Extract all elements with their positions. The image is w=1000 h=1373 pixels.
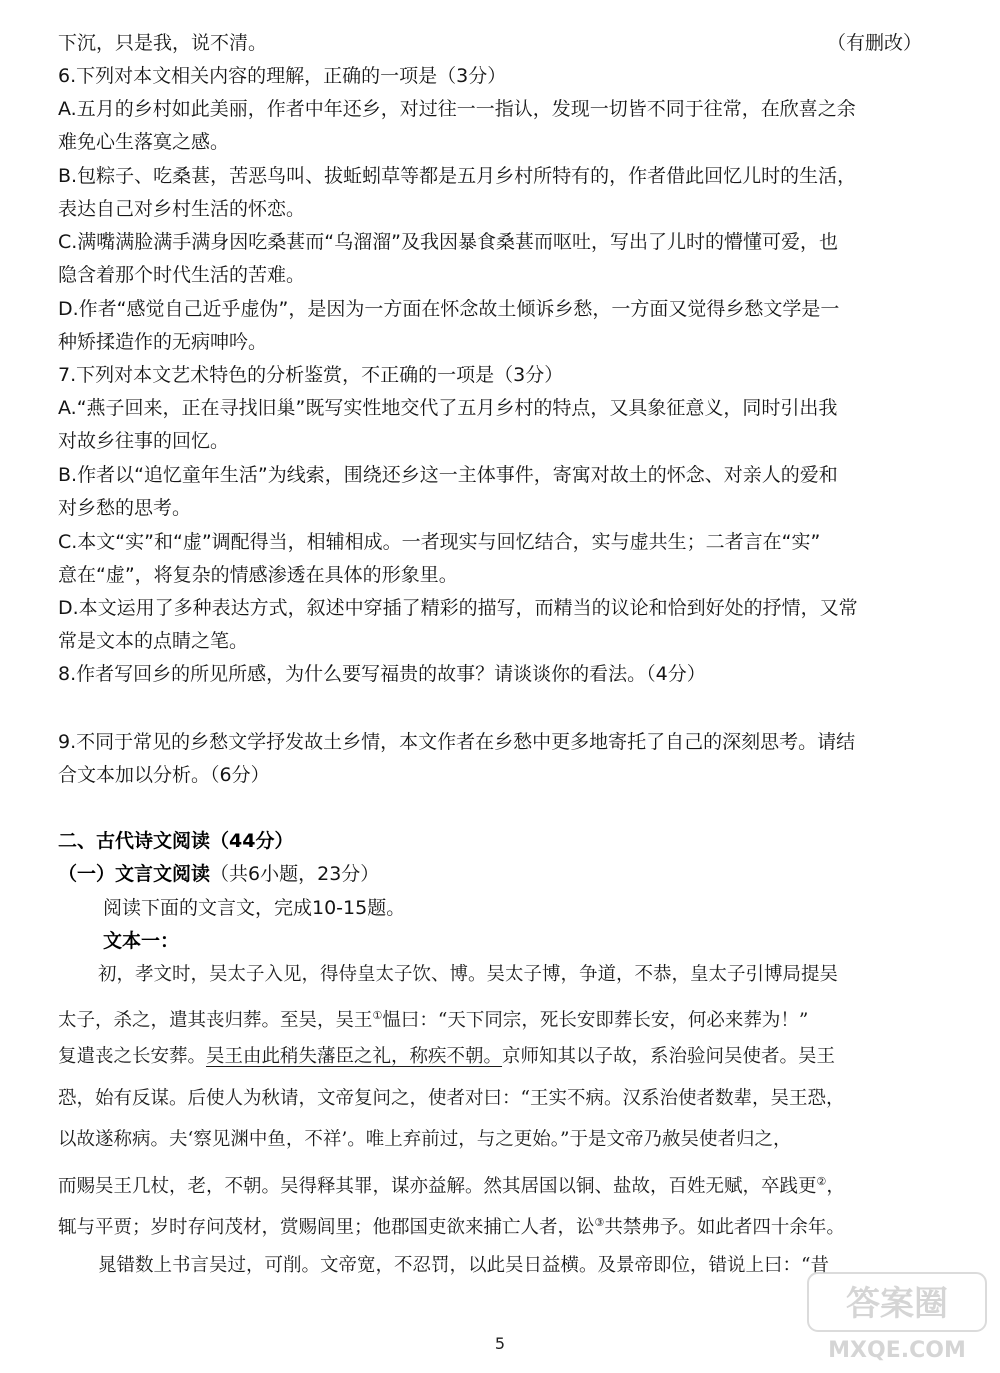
- watermark-top-text: 答案圈: [846, 1284, 948, 1324]
- q7-option-c: C.本文“实”和“虚”调配得当，相辅相成。一者现实与回忆结合，实与虚共生；二者言在“实”: [58, 531, 821, 553]
- instruction: 阅读下面的文言文，完成10-15题。: [103, 897, 406, 919]
- page-number: 5: [494, 1334, 506, 1353]
- watermark-bottom-text: MXQE.COM: [828, 1338, 966, 1363]
- q6-option-c: C.满嘴满脸满手满身因吃桑葚而“乌溜溜”及我因暴食桑葚而呕吐，写出了儿时的懵懂可爱，也: [58, 231, 838, 253]
- classical-fragment: 辄与平贾；岁时存问茂材，赏赐闾里；他郡国吏欲来捕亡人者，讼: [58, 1217, 595, 1239]
- classical-line: 以故遂称病。夫‘察见渊中鱼，不祥’。唯上弃前过，与之更始。”于是文帝乃赦吴使者归之，: [58, 1129, 792, 1150]
- watermark-logo: [806, 1269, 988, 1365]
- classical-fragment: ，: [826, 1176, 845, 1198]
- q6-option-b: B.包粽子、吃桑葚，苦恶鸟叫、拔蚯蚓草等都是五月乡村所特有的，作者借此回忆儿时的生活，: [58, 165, 857, 187]
- q6-option-d-cont: 种矫揉造作的无病呻吟。: [58, 331, 268, 353]
- text-label: 文本一：: [103, 930, 180, 952]
- footnote-marker: ①: [372, 1009, 383, 1022]
- section-heading: 二、古代诗文阅读（44分）: [58, 830, 294, 852]
- q7-option-b: B.作者以“追忆童年生活”为线索，围绕还乡这一主体事件，寄寓对故土的怀念、对亲人的爱和: [58, 464, 838, 486]
- classical-line: 初，孝文时，吴太子入见，得侍皇太子饮、博。吴太子博，争道，不恭，皇太子引博局提吴: [98, 964, 839, 985]
- q7-option-c-cont: 意在“虚”，将复杂的情感渗透在具体的形象里。: [58, 564, 458, 586]
- classical-line: [58, 1004, 808, 1033]
- q6-option-d: D.作者“感觉自己近乎虚伪”，是因为一方面在怀念故土倾诉乡愁，一方面又觉得乡愁文学是一: [58, 298, 840, 320]
- q6-option-b-cont: 表达自己对乡村生活的怀恋。: [58, 198, 306, 220]
- classical-fragment: 愠曰：“天下同宗，死长安即葬长安，何必来葬为！”: [382, 1010, 809, 1032]
- classical-line: [58, 1170, 845, 1199]
- q7-option-a-cont: 对故乡往事的回忆。: [58, 430, 230, 452]
- subsection-meta: （共6小题，23分）: [210, 863, 380, 885]
- q6-option-a-cont: 难免心生落寞之感。: [58, 131, 230, 153]
- q6-option-c-cont: 隐含着那个时代生活的苦难。: [58, 264, 306, 286]
- question-9-cont: 合文本加以分析。（6分）: [58, 764, 270, 786]
- classical-line: [58, 1045, 835, 1069]
- footnote-marker: ②: [816, 1175, 827, 1188]
- subsection-title: （一）文言文阅读: [58, 863, 211, 885]
- source-note: （有删改）: [826, 32, 922, 54]
- question-7: 7.下列对本文艺术特色的分析鉴赏，不正确的一项是（3分）: [58, 364, 564, 386]
- underlined-sentence: 吴王由此稍失藩臣之礼，称疾不朝。: [206, 1046, 503, 1067]
- classical-fragment: 而赐吴王几杖，老，不朝。吴得释其罪，谋亦益解。然其居国以铜、盐故，百姓无赋，卒践更: [58, 1176, 817, 1198]
- classical-line: 晁错数上书言吴过，可削。文帝宽，不忍罚，以此吴日益横。及景帝即位，错说上曰：“昔: [98, 1255, 829, 1276]
- footnote-marker: ③: [594, 1216, 605, 1229]
- classical-fragment: 京师知其以子故，系治验问吴使者。吴王: [502, 1046, 836, 1067]
- classical-line: 恐，始有反谋。后使人为秋请，文帝复问之，使者对曰：“王实不病。汉系治使者数辈，吴王恐，: [58, 1088, 845, 1109]
- classical-fragment: 复遣丧之长安葬。: [58, 1046, 207, 1067]
- question-9: 9.不同于常见的乡愁文学抒发故土乡情，本文作者在乡愁中更多地寄托了自己的深刻思考。请结: [58, 731, 856, 753]
- q7-option-d-cont: 常是文本的点睛之笔。: [58, 630, 249, 652]
- text-line: 下沉，只是我，说不清。: [58, 32, 268, 54]
- q6-option-a: A.五月的乡村如此美丽，作者中年还乡，对过往一一指认，发现一切皆不同于往常，在欣喜之余: [58, 98, 856, 120]
- classical-fragment: 太子，杀之，遣其丧归葬。至吴，吴王: [58, 1010, 373, 1032]
- classical-line: [58, 1211, 845, 1240]
- q7-option-d: D.本文运用了多种表达方式，叙述中穿插了精彩的描写，而精当的议论和恰到好处的抒情，又常: [58, 597, 858, 619]
- classical-fragment: 共禁弗予。如此者四十余年。: [604, 1217, 845, 1239]
- question-6: 6.下列对本文相关内容的理解，正确的一项是（3分）: [58, 65, 507, 87]
- subsection-heading: [58, 862, 379, 886]
- q7-option-a: A.“燕子回来，正在寻找旧巢”既写实性地交代了五月乡村的特点，又具象征意义，同时引出我: [58, 397, 838, 419]
- question-8: 8.作者写回乡的所见所感，为什么要写福贵的故事？请谈谈你的看法。（4分）: [58, 663, 706, 685]
- q7-option-b-cont: 对乡愁的思考。: [58, 497, 192, 519]
